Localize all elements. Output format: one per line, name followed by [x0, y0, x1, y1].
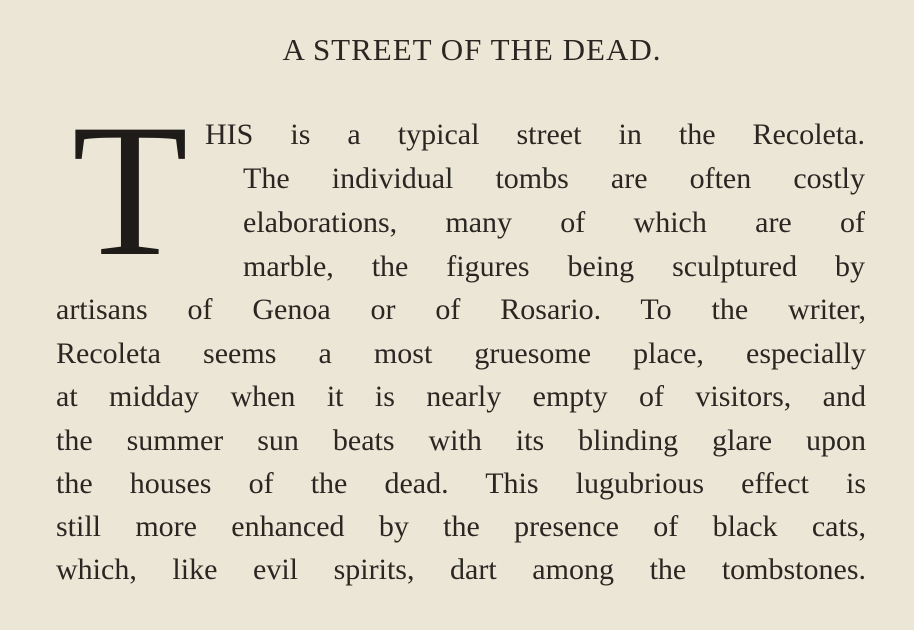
paragraph-line-1: HIS is a typical street in the Recoleta.	[205, 118, 865, 151]
drop-cap-letter: T	[71, 86, 189, 296]
paragraph-line-8: the summer sun beats with its blinding glare upon	[56, 424, 866, 457]
paragraph-line-4: marble, the figures being sculptured by	[243, 250, 865, 283]
paragraph-line-5: artisans of Genoa or of Rosario. To the writer,	[56, 293, 866, 326]
drop-cap	[60, 86, 200, 296]
paragraph-line-7: at midday when it is nearly empty of visitors, and	[56, 380, 866, 413]
paragraph-line-11: which, like evil spirits, dart among the tombstones.	[56, 553, 866, 586]
paragraph-line-9: the houses of the dead. This lugubrious effect is	[56, 467, 866, 500]
paragraph-line-6: Recoleta seems a most gruesome place, especially	[56, 337, 866, 370]
paragraph-line-3: elaborations, many of which are of	[243, 206, 865, 239]
paragraph-line-10: still more enhanced by the presence of black cats,	[56, 510, 866, 543]
paragraph-line-2: The individual tombs are often costly	[243, 162, 865, 195]
page-title: A STREET OF THE DEAD.	[282, 32, 662, 67]
